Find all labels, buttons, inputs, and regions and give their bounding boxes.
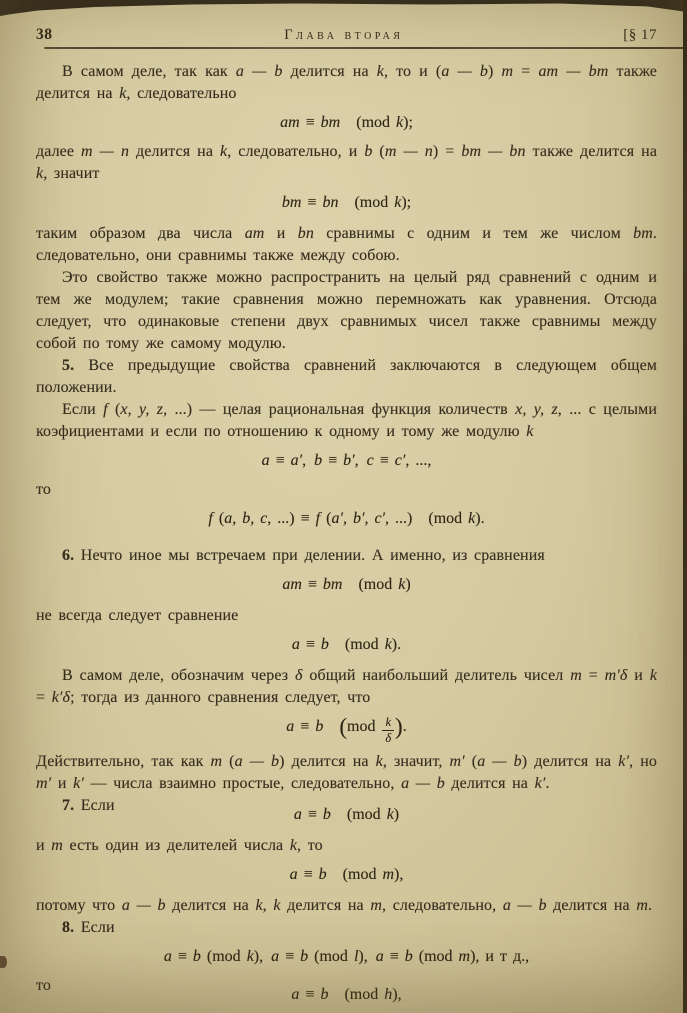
formula-segment: b: [314, 452, 323, 469]
formula-segment: (mod: [328, 986, 385, 1003]
formula-segment: a: [291, 986, 300, 1003]
text-segment: k: [526, 423, 534, 440]
text-segment: — числа взаимно простые, следовательно,: [83, 775, 402, 792]
formula-segment: ≡: [299, 636, 321, 653]
text-segment: 6.: [62, 547, 75, 564]
formula-segment: (mod: [342, 576, 399, 593]
formula-line: [36, 508, 657, 530]
text-segment: a — b: [401, 775, 445, 792]
paragraph: [36, 917, 657, 939]
formula-segment: (mod: [340, 114, 397, 131]
formula-segment: ≡: [171, 948, 193, 965]
formula-segment: a: [271, 948, 280, 965]
formula-segment: c: [366, 452, 374, 469]
formula-segment: ≡: [301, 194, 323, 211]
text-segment: m: [51, 837, 63, 854]
formula-segment: a: [286, 718, 295, 736]
text-segment: потому что: [36, 897, 122, 914]
text-segment: , то и (: [383, 63, 442, 80]
formula-segment: a: [163, 948, 172, 965]
text-segment: Все предыдущие свойства сравнений заключаются в следующем общем положении.: [36, 357, 657, 396]
paragraph: [36, 267, 657, 355]
text-segment: x, y, z: [120, 401, 164, 418]
text-segment: . следовательно, они сравнимы также между собою.: [36, 225, 657, 264]
text-segment: f: [103, 401, 108, 418]
text-segment: =: [581, 667, 605, 684]
formula-segment: ),: [392, 986, 402, 1003]
formula-segment: m: [382, 866, 395, 883]
text-segment: .: [648, 897, 653, 914]
formula-segment: ,: [302, 452, 315, 469]
text-segment: m′: [36, 775, 52, 792]
text-segment: есть один из делителей числа: [62, 837, 290, 854]
text-segment: k: [255, 897, 263, 914]
text-segment: , следовательно,: [382, 897, 503, 914]
paragraph: [36, 355, 657, 399]
formula-segment: ≡: [373, 452, 395, 469]
formula-segment: ,: [354, 452, 367, 469]
text-segment: δ: [295, 667, 303, 684]
text-segment: делится на: [280, 897, 371, 914]
text-segment: делится на: [546, 897, 637, 914]
formula-segment: bm: [281, 194, 302, 211]
page-number: 38: [36, 26, 53, 43]
text-segment: , то: [297, 837, 323, 854]
text-segment: k: [376, 63, 384, 80]
text-segment: =: [513, 63, 539, 80]
header-rule: [44, 47, 687, 49]
text-segment: 8.: [62, 919, 75, 936]
text-segment: (: [464, 753, 478, 770]
formula-segment: ).: [391, 636, 402, 653]
text-segment: Если: [74, 797, 115, 814]
text-segment: k: [649, 667, 658, 684]
formula-line: [36, 574, 657, 596]
formula-segment: [323, 718, 339, 735]
formula-segment: ).: [475, 510, 485, 527]
formula-segment: k: [398, 576, 406, 593]
formula-segment: k: [386, 806, 394, 823]
paragraph: [36, 665, 657, 709]
formula-segment: am: [282, 576, 302, 593]
text-segment: и: [264, 225, 298, 242]
text-segment: .: [545, 775, 550, 792]
formula-segment: ): [393, 806, 400, 823]
formula-segment: f: [315, 510, 321, 527]
text-segment: k: [289, 837, 298, 854]
text-segment: a — b: [121, 897, 166, 914]
text-segment: 5.: [62, 357, 75, 374]
text-segment: сравнимы с одним и тем же числом: [313, 225, 634, 242]
formula-segment: a: [289, 866, 298, 883]
text-segment: am: [244, 225, 265, 242]
text-segment: (: [222, 753, 235, 770]
formula-segment: (mod: [308, 948, 354, 965]
paragraph: [36, 545, 657, 567]
formula-line: [36, 804, 657, 826]
formula-segment: a′, b′, c′: [331, 510, 386, 527]
formula-segment: a: [293, 806, 302, 823]
paragraph: [36, 835, 657, 857]
text-segment: то: [36, 977, 51, 994]
text-segment: a — b: [477, 753, 522, 770]
text-segment: m: [501, 63, 514, 80]
text-segment: делится на: [282, 63, 377, 80]
text-segment: ) делится на: [521, 753, 619, 770]
formula-segment: b: [322, 806, 331, 823]
text-segment: k′: [534, 775, 546, 792]
text-segment: делится на: [444, 775, 535, 792]
text-segment: ): [488, 63, 502, 80]
formula-segment: mod: [347, 718, 382, 736]
text-segment: m′δ: [604, 667, 628, 684]
text-segment: x, y, z: [515, 401, 558, 418]
formula-segment: );: [401, 194, 412, 211]
formula-segment: ), и т д.,: [470, 948, 530, 965]
formula-line: [36, 984, 657, 1006]
text-segment: , ...) — целая рациональная функция количеств: [163, 401, 516, 418]
text-segment: bm — bn: [461, 143, 526, 160]
text-segment: a — b: [441, 63, 489, 80]
paragraph: [36, 223, 657, 267]
paragraph: [36, 751, 657, 795]
text-segment: делится на: [129, 143, 220, 160]
formula-segment: ≡: [301, 806, 323, 823]
text-segment: общий наибольший делитель чисел: [302, 667, 571, 684]
fraction: $\frac{k}{\delta}$: [382, 716, 394, 744]
text-segment: также делится на: [525, 143, 658, 160]
text-segment: a — b: [234, 753, 280, 770]
text-segment: и: [36, 837, 52, 854]
text-segment: m: [636, 897, 649, 914]
text-segment: таким образом два числа: [36, 225, 245, 242]
formula-line: [36, 946, 657, 968]
paragraph: [36, 605, 657, 627]
formula-segment: ): [405, 576, 411, 593]
formula-segment: ≡: [269, 452, 291, 469]
text-segment: k: [219, 143, 228, 160]
formula-segment: (mod: [328, 636, 385, 653]
text-segment: (: [107, 401, 121, 418]
text-segment: , следовательно: [126, 85, 237, 102]
text-segment: k′: [73, 775, 84, 792]
text-segment: 7.: [62, 797, 75, 814]
text-segment: k: [375, 753, 383, 770]
formula-segment: b: [192, 948, 201, 965]
formula-segment: (mod: [326, 866, 383, 883]
text-segment: m: [370, 897, 383, 914]
formula-segment: k: [384, 636, 392, 653]
formula-segment: ),: [253, 948, 272, 965]
chapter-title: Глава вторая: [284, 27, 404, 43]
formula-segment: (: [339, 714, 347, 740]
formula-segment: a, b, c: [224, 510, 268, 527]
formula-segment: bm: [322, 576, 343, 593]
formula-line: [36, 450, 657, 472]
text-segment: также делится на: [36, 63, 657, 102]
text-segment: am — bm: [538, 63, 609, 80]
text-segment: , но: [629, 753, 657, 770]
text-segment: ) делится на: [279, 753, 376, 770]
formula-segment: ≡: [299, 114, 321, 131]
text-segment: далее: [36, 143, 82, 160]
formula-segment: (mod: [200, 948, 247, 965]
text-segment: k: [119, 85, 127, 102]
formula-segment: c′: [394, 452, 406, 469]
text-segment: Если: [74, 919, 115, 936]
text-segment: a — b: [502, 897, 547, 914]
formula-segment: (: [212, 510, 225, 527]
formula-line: [36, 192, 657, 214]
text-segment: делится на: [165, 897, 256, 914]
formula-segment: , ...) ≡: [267, 510, 316, 527]
formula-line: [36, 864, 657, 886]
text-segment: a — b: [235, 63, 283, 80]
formula-segment: b: [315, 718, 324, 736]
text-segment: , ... с целыми коэфициентами и если по отношению к одному и тому же модулю: [36, 401, 657, 440]
formula-segment: );: [403, 114, 413, 131]
formula-segment: f: [208, 510, 213, 527]
formula-line: [36, 112, 657, 134]
formula-segment: bn: [322, 194, 339, 211]
formula-segment: ),: [358, 948, 376, 965]
formula-segment: .: [402, 718, 407, 736]
text-segment: ) =: [432, 143, 462, 160]
paragraph: [36, 895, 657, 917]
content: [36, 61, 657, 1006]
text-segment: и: [627, 667, 650, 684]
formula-segment: am: [280, 114, 300, 131]
paragraph: [36, 399, 657, 443]
text-segment: В самом деле, так как: [62, 63, 236, 80]
text-segment: Нечто иное мы встречаем при делении. А именно, из сравнения: [74, 547, 545, 564]
text-segment: ; тогда из данного сравнения следует, что: [70, 689, 371, 706]
text-segment: m: [210, 753, 223, 770]
formula-segment: h: [384, 986, 393, 1003]
formula-segment: ≡: [294, 718, 316, 736]
formula-segment: , ...,: [405, 452, 432, 469]
formula-segment: ≡: [383, 948, 405, 965]
formula-segment: b′: [343, 452, 355, 469]
section-reference: [§ 17: [623, 27, 657, 43]
formula-segment: b: [320, 636, 329, 653]
text-segment: ,: [262, 897, 274, 914]
formula-segment: ≡: [279, 948, 301, 965]
formula-segment: (mod: [338, 194, 395, 211]
paragraph: [36, 141, 657, 185]
text-segment: bn: [297, 225, 314, 242]
text-segment: m — n: [384, 143, 433, 160]
formula-segment: k: [394, 194, 402, 211]
formula-segment: a: [261, 452, 270, 469]
text-segment: m — n: [81, 143, 130, 160]
text-segment: =: [36, 689, 52, 706]
paragraph: [36, 479, 657, 501]
text-segment: В самом деле, обозначим через: [62, 667, 296, 684]
text-segment: Это свойство также можно распространить на целый ряд сравнений с одним и тем же модулем; такие сравнения можно перемножать как уравнения. Отсюда следует, что одинаковые степени двух сравнимых чисел также сравнимы между собой по тому же самому модулю.: [36, 269, 657, 352]
formula-segment: k: [468, 510, 476, 527]
formula-line: [36, 716, 657, 744]
text-segment: , значит,: [382, 753, 450, 770]
formula-segment: ),: [394, 866, 404, 883]
formula-segment: ≡: [322, 452, 344, 469]
formula-segment: ≡: [301, 576, 323, 593]
formula-segment: (: [320, 510, 332, 527]
text-segment: и: [51, 775, 74, 792]
formula-segment: k: [396, 114, 404, 131]
text-segment: Если: [62, 401, 104, 418]
formula-segment: a: [375, 948, 384, 965]
formula-segment: ≡: [297, 866, 319, 883]
text-segment: k′δ: [51, 689, 71, 706]
formula-segment: a′: [290, 452, 303, 469]
formula-segment: b: [300, 948, 309, 965]
formula-segment: ): [395, 714, 403, 740]
formula-segment: k: [246, 948, 254, 965]
formula-segment: l: [353, 948, 359, 965]
text-segment: , следовательно, и: [227, 143, 365, 160]
formula-segment: b: [318, 866, 327, 883]
text-segment: не всегда следует сравнение: [36, 607, 239, 624]
formula-segment: b: [404, 948, 413, 965]
text-segment: m: [570, 667, 582, 684]
formula-segment: (mod: [330, 806, 387, 823]
formula-segment: , ...) (mod: [385, 510, 469, 527]
text-segment: то: [36, 481, 51, 498]
formula-segment: bm: [320, 114, 341, 131]
formula-line: [36, 634, 657, 656]
text-segment: k: [273, 897, 281, 914]
formula-segment: ≡: [299, 986, 321, 1003]
text-segment: Действительно, так как: [36, 753, 211, 770]
paragraph: [36, 61, 657, 105]
text-segment: (: [372, 143, 385, 160]
formula-segment: a: [291, 636, 300, 653]
text-segment: k′: [618, 753, 630, 770]
formula-segment: b: [320, 986, 329, 1003]
text-segment: , значит: [43, 165, 100, 182]
text-segment: b: [364, 143, 373, 160]
formula-segment: m: [458, 948, 471, 965]
text-segment: k: [36, 165, 44, 182]
formula-segment: (mod: [412, 948, 459, 965]
page-header: [36, 26, 657, 44]
text-segment: m′: [449, 753, 465, 770]
text-segment: bm: [633, 225, 653, 242]
